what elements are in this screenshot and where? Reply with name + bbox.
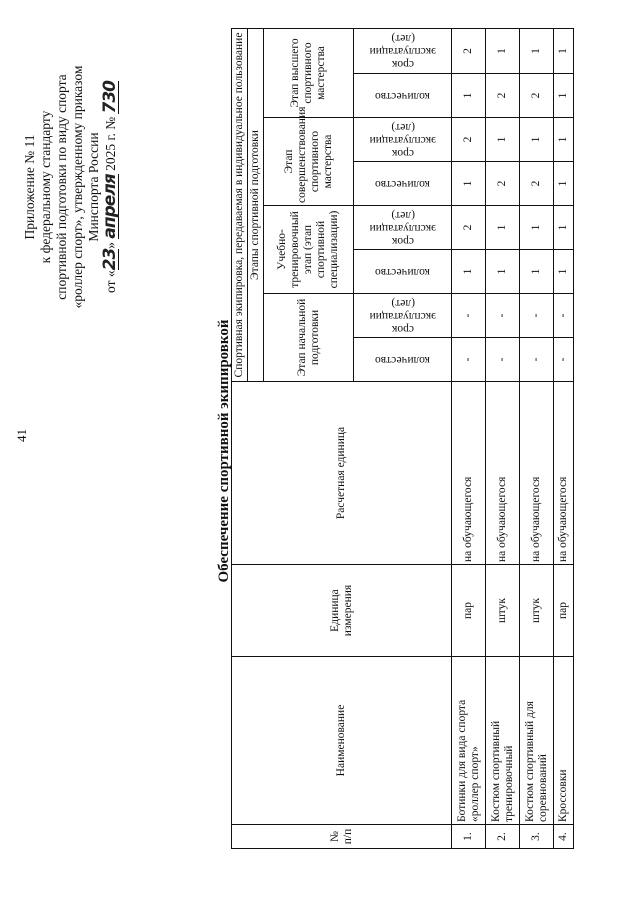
table-row: 3. Костюм спортивный для соревнований штук на обучающегося - - 1 1 2 1 2 1 [520, 28, 554, 848]
date-day: 23 [100, 248, 120, 271]
stage-higher: Этап высшего спортивного мастерства [264, 28, 354, 117]
equipment-table [231, 28, 574, 849]
header-line-2: к федеральному стандарту [38, 110, 53, 264]
sub-term-4: срок эксплуатации (лет) [354, 28, 452, 73]
sub-term-1: срок эксплуатации (лет) [354, 294, 452, 338]
header-line-5: Минспорта России [86, 132, 101, 242]
stage-initial: Этап начальной подготовки [264, 294, 354, 382]
header-line-4: «роллер спорт», утвержденному приказом [70, 65, 85, 309]
sub-qty-4: количество [354, 74, 452, 118]
table-row: 4. Кроссовки пар на обучающегося - - 1 1 1 1 1 1 [554, 28, 574, 848]
appendix-header [22, 42, 119, 332]
sub-qty-1: количество [354, 338, 452, 382]
order-number: 730 [100, 81, 120, 114]
date-prefix: от « [103, 270, 118, 293]
header-num: № п/п [232, 825, 452, 849]
date-mid: » [103, 241, 118, 249]
header-calc: Расчетная единица [232, 382, 452, 565]
sub-term-2: срок эксплуатации (лет) [354, 206, 452, 250]
header-name: Наименование [232, 657, 452, 825]
sub-qty-2: количество [354, 250, 452, 294]
sub-term-3: срок эксплуатации (лет) [354, 118, 452, 162]
stage-improvement: Этап совершенствования спортивного мастерства [264, 118, 354, 206]
date-year: 2025 г. № [103, 116, 118, 171]
sub-qty-3: количество [354, 162, 452, 206]
table-row: 1. Ботинки для вида спорта «роллер спорт» пар на обучающегося - - 1 2 1 2 1 2 [452, 28, 486, 848]
page-title: Обеспечение спортивной экипировкой [216, 319, 232, 583]
header-line-1: Приложение № 11 [22, 134, 37, 240]
header-group-stages: Этапы спортивной подготовки [248, 28, 264, 381]
header-line-3: спортивной подготовки по виду спорта [54, 74, 69, 300]
header-date-line [102, 42, 119, 332]
page-number: 41 [14, 429, 29, 442]
stage-training: Учебно-тренировочный этап (этап спортивной специализации) [264, 206, 354, 294]
table-row: 2. Костюм спортивный тренировочный штук на обучающегося - - 1 1 2 1 2 1 [486, 28, 520, 848]
header-unit: Единица измерения [232, 565, 452, 657]
header-group-top: Спортивная экипировка, передаваемая в индивидуальное пользование [232, 28, 248, 381]
date-month: апреля [100, 174, 120, 239]
